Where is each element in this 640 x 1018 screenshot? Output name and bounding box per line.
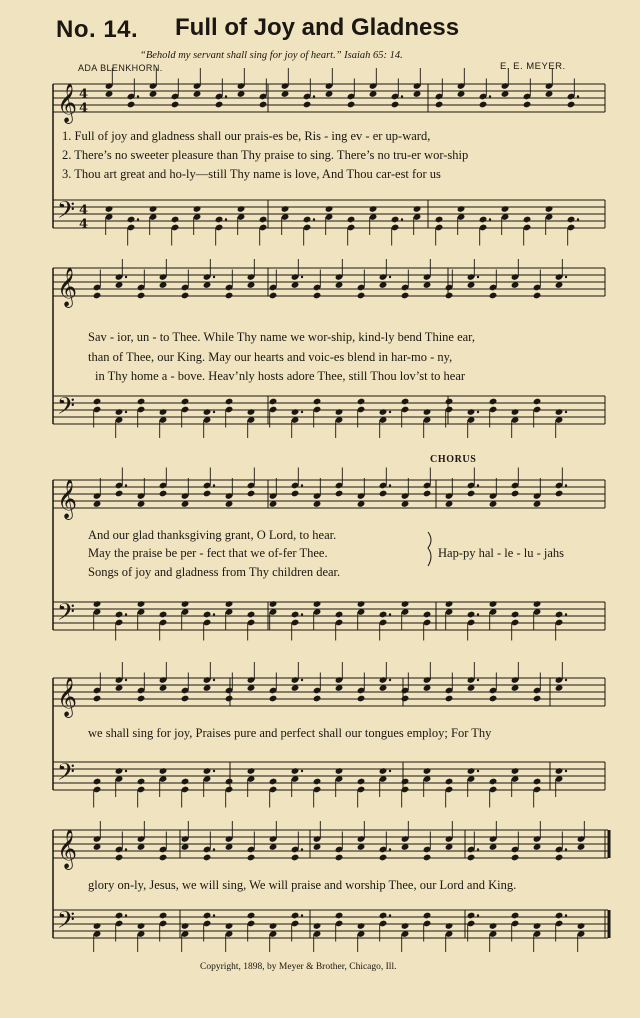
bass-clef: 𝄢: [57, 392, 76, 425]
note-head: [357, 922, 366, 930]
note-head: [181, 778, 190, 786]
chorus-label: CHORUS: [430, 454, 477, 465]
dot: [565, 770, 567, 772]
note-head: [533, 922, 542, 930]
dot: [477, 848, 479, 850]
note-head: [357, 292, 366, 300]
note-head: [313, 292, 322, 300]
dot: [301, 914, 303, 916]
note-head: [303, 101, 312, 109]
dot: [213, 613, 215, 615]
note-head: [445, 600, 454, 608]
dot: [477, 679, 479, 681]
note-head: [313, 398, 322, 406]
time-signature-denominator: 4: [79, 101, 89, 116]
note-head: [555, 490, 564, 498]
note-head: [489, 778, 498, 786]
note-head: [247, 490, 256, 498]
dot: [125, 411, 127, 413]
time-signature-numerator: 4: [79, 203, 89, 218]
lyric-verse-1-line-1: 1. Full of joy and gladness shall our prais-es be, Ris - ing ev - er up-ward,: [62, 129, 431, 143]
note-head: [313, 922, 322, 930]
note-head: [159, 912, 168, 920]
note-head: [445, 922, 454, 930]
lyric-verse-1-line-2: Sav - ior, un - to Thee. While Thy name we wor-ship, kind-ly bend Thine ear,: [88, 330, 475, 344]
note-head: [137, 398, 146, 406]
dot: [477, 613, 479, 615]
lyric-verse-2-line-2: than of Thee, our King. May our hearts and voic-es blend in har-mo - ny,: [88, 350, 453, 364]
note-head: [215, 101, 224, 109]
dot: [213, 848, 215, 850]
note-head: [379, 611, 388, 619]
dot: [389, 848, 391, 850]
note-head: [225, 398, 234, 406]
note-head: [115, 767, 124, 775]
note-head: [247, 912, 256, 920]
note-head: [555, 408, 564, 416]
note-head: [105, 205, 114, 213]
note-head: [379, 767, 388, 775]
note-head: [115, 854, 124, 862]
note-head: [313, 695, 322, 703]
note-head: [159, 854, 168, 862]
dot: [313, 95, 315, 97]
dot: [389, 411, 391, 413]
note-head: [127, 101, 136, 109]
dot: [125, 679, 127, 681]
treble-clef: 𝄞: [57, 479, 78, 519]
note-head: [577, 922, 586, 930]
note-head: [127, 216, 136, 224]
note-head: [479, 101, 488, 109]
note-head: [391, 216, 400, 224]
note-head: [247, 611, 256, 619]
note-head: [423, 408, 432, 416]
note-head: [335, 611, 344, 619]
note-head: [335, 912, 344, 920]
note-head: [115, 490, 124, 498]
note-head: [391, 101, 400, 109]
note-head: [137, 778, 146, 786]
note-head: [203, 912, 212, 920]
note-head: [159, 767, 168, 775]
dot: [213, 770, 215, 772]
dot: [565, 848, 567, 850]
bass-clef: 𝄢: [57, 906, 76, 939]
note-head: [423, 490, 432, 498]
note-head: [401, 695, 410, 703]
dot: [401, 95, 403, 97]
note-head: [457, 205, 466, 213]
time-signature-denominator: 4: [79, 217, 89, 232]
note-head: [347, 101, 356, 109]
dot: [565, 679, 567, 681]
note-head: [159, 490, 168, 498]
dot: [477, 484, 479, 486]
note-head: [269, 398, 278, 406]
note-head: [225, 600, 234, 608]
dot: [577, 95, 579, 97]
note-head: [511, 854, 520, 862]
note-head: [115, 912, 124, 920]
note-head: [533, 600, 542, 608]
hymn-title: Full of Joy and Gladness: [175, 14, 460, 41]
note-head: [555, 767, 564, 775]
composer-credit: E. E. MEYER.: [500, 61, 566, 72]
dot: [389, 484, 391, 486]
dot: [225, 218, 227, 220]
bass-clef: 𝄢: [57, 598, 76, 631]
note-head: [489, 922, 498, 930]
dot: [301, 770, 303, 772]
note-head: [313, 778, 322, 786]
note-head: [511, 408, 520, 416]
note-head: [247, 408, 256, 416]
note-head: [501, 205, 510, 213]
lyric-refrain-line-1: Hap-py hal - le - lu - jahs: [438, 546, 565, 560]
note-head: [413, 205, 422, 213]
note-head: [181, 292, 190, 300]
note-head: [171, 216, 180, 224]
note-head: [489, 600, 498, 608]
note-head: [203, 611, 212, 619]
note-head: [225, 778, 234, 786]
note-head: [335, 490, 344, 498]
note-head: [379, 490, 388, 498]
note-head: [303, 216, 312, 224]
dot: [137, 95, 139, 97]
note-head: [335, 408, 344, 416]
dot: [477, 770, 479, 772]
lyric-refrain-line-3: glory on-ly, Jesus, we will sing, We will praise and worship Thee, our Lord and King.: [88, 878, 517, 892]
treble-clef: 𝄞: [57, 829, 78, 869]
note-head: [159, 611, 168, 619]
note-head: [291, 767, 300, 775]
note-head: [423, 611, 432, 619]
note-head: [523, 101, 532, 109]
lyric-brace: [428, 532, 431, 566]
note-head: [435, 101, 444, 109]
note-head: [247, 854, 256, 862]
note-head: [479, 216, 488, 224]
note-head: [445, 292, 454, 300]
dot: [125, 914, 127, 916]
dot: [125, 484, 127, 486]
dot: [213, 484, 215, 486]
note-head: [335, 854, 344, 862]
note-head: [203, 490, 212, 498]
note-head: [313, 600, 322, 608]
note-head: [203, 854, 212, 862]
note-head: [511, 490, 520, 498]
note-head: [269, 778, 278, 786]
bass-clef: 𝄢: [57, 758, 76, 791]
note-head: [291, 408, 300, 416]
note-head: [357, 398, 366, 406]
note-head: [291, 490, 300, 498]
lyric-refrain-line-2: we shall sing for joy, Praises pure and perfect shall our tongues employ; For Thy: [88, 726, 492, 740]
bass-clef: 𝄢: [57, 196, 76, 229]
note-head: [93, 292, 102, 300]
note-head: [137, 922, 146, 930]
note-head: [445, 398, 454, 406]
dot: [213, 411, 215, 413]
dot: [213, 679, 215, 681]
dot: [565, 613, 567, 615]
note-head: [401, 600, 410, 608]
time-signature-numerator: 4: [79, 87, 89, 102]
note-head: [325, 205, 334, 213]
note-head: [467, 408, 476, 416]
dot: [301, 679, 303, 681]
note-head: [511, 767, 520, 775]
note-head: [93, 600, 102, 608]
note-head: [225, 695, 234, 703]
dot: [213, 914, 215, 916]
note-head: [181, 922, 190, 930]
note-head: [555, 611, 564, 619]
note-head: [467, 490, 476, 498]
note-head: [445, 778, 454, 786]
note-head: [533, 398, 542, 406]
note-head: [193, 205, 202, 213]
note-head: [247, 767, 256, 775]
note-head: [357, 778, 366, 786]
dot: [477, 411, 479, 413]
dot: [489, 95, 491, 97]
dot: [477, 276, 479, 278]
lyric-verse-3-line-1: 3. Thou art great and ho-ly—still Thy name is love, And Thou car-est for us: [62, 167, 441, 181]
note-head: [545, 205, 554, 213]
lyric-verse-2-line-1: 2. There’s no sweeter pleasure than Thy praise to sing. There’s no tru-er wor-ship: [62, 148, 469, 162]
note-head: [511, 912, 520, 920]
note-head: [203, 767, 212, 775]
note-head: [269, 695, 278, 703]
note-head: [567, 216, 576, 224]
note-head: [379, 912, 388, 920]
dot: [389, 770, 391, 772]
dot: [301, 613, 303, 615]
lyric-verse-2-line-3: May the praise be per - fect that we of-fer Thee.: [88, 546, 328, 560]
note-head: [93, 778, 102, 786]
note-head: [137, 292, 146, 300]
dot: [125, 613, 127, 615]
note-head: [269, 292, 278, 300]
note-head: [523, 216, 532, 224]
lyric-verse-3-line-2: in Thy home a - bove. Heav’nly hosts adore Thee, still Thou lov’st to hear: [95, 369, 466, 383]
note-head: [489, 398, 498, 406]
note-head: [379, 854, 388, 862]
note-head: [467, 912, 476, 920]
dot: [389, 679, 391, 681]
note-head: [369, 205, 378, 213]
author-credit: ADA BLENKHORN.: [78, 63, 163, 73]
note-head: [401, 292, 410, 300]
note-head: [159, 408, 168, 416]
note-head: [357, 695, 366, 703]
note-head: [533, 778, 542, 786]
dot: [389, 914, 391, 916]
note-head: [435, 216, 444, 224]
note-head: [401, 922, 410, 930]
note-head: [445, 695, 454, 703]
treble-clef: 𝄞: [57, 267, 78, 307]
note-head: [215, 216, 224, 224]
dot: [389, 276, 391, 278]
note-head: [181, 695, 190, 703]
dot: [401, 218, 403, 220]
note-head: [149, 205, 158, 213]
note-head: [379, 408, 388, 416]
note-head: [291, 611, 300, 619]
note-head: [533, 292, 542, 300]
note-head: [93, 398, 102, 406]
note-head: [555, 912, 564, 920]
dot: [301, 848, 303, 850]
dot: [301, 484, 303, 486]
note-head: [467, 767, 476, 775]
dot: [137, 218, 139, 220]
note-head: [203, 408, 212, 416]
note-head: [259, 101, 268, 109]
note-head: [181, 398, 190, 406]
note-head: [423, 767, 432, 775]
note-head: [259, 216, 268, 224]
note-head: [181, 600, 190, 608]
note-head: [269, 600, 278, 608]
dot: [125, 848, 127, 850]
note-head: [237, 205, 246, 213]
note-head: [423, 854, 432, 862]
note-head: [171, 101, 180, 109]
lyric-verse-1-line-3: And our glad thanksgiving grant, O Lord, to hear.: [88, 528, 337, 542]
note-head: [555, 854, 564, 862]
dot: [477, 914, 479, 916]
note-head: [511, 611, 520, 619]
note-head: [137, 600, 146, 608]
dot: [565, 411, 567, 413]
note-head: [93, 695, 102, 703]
dot: [125, 770, 127, 772]
note-head: [401, 778, 410, 786]
note-head: [347, 216, 356, 224]
note-head: [423, 912, 432, 920]
dot: [565, 914, 567, 916]
note-head: [467, 854, 476, 862]
dot: [565, 484, 567, 486]
note-head: [357, 600, 366, 608]
note-head: [115, 408, 124, 416]
dot: [389, 613, 391, 615]
note-head: [115, 611, 124, 619]
note-head: [489, 292, 498, 300]
note-head: [281, 205, 290, 213]
copyright-notice: Copyright, 1898, by Meyer & Brother, Chicago, Ill.: [200, 962, 397, 972]
note-head: [533, 695, 542, 703]
note-head: [225, 292, 234, 300]
note-head: [291, 854, 300, 862]
note-head: [93, 922, 102, 930]
dot: [213, 276, 215, 278]
dot: [577, 218, 579, 220]
note-head: [335, 767, 344, 775]
dot: [489, 218, 491, 220]
note-head: [567, 101, 576, 109]
note-head: [401, 398, 410, 406]
note-head: [489, 695, 498, 703]
note-head: [225, 922, 234, 930]
note-head: [291, 912, 300, 920]
dot: [225, 95, 227, 97]
note-head: [137, 695, 146, 703]
dot: [313, 218, 315, 220]
treble-clef: 𝄞: [57, 677, 78, 717]
scripture-reference: “Behold my servant shall sing for joy of heart.” Isaiah 65: 14.: [140, 50, 403, 61]
dot: [301, 411, 303, 413]
dot: [301, 276, 303, 278]
dot: [565, 276, 567, 278]
hymn-number: No. 14.: [56, 16, 139, 43]
treble-clef: 𝄞: [57, 83, 78, 123]
note-head: [467, 611, 476, 619]
lyric-verse-3-line-3: Songs of joy and gladness from Thy children dear.: [88, 565, 341, 579]
note-head: [269, 922, 278, 930]
dot: [125, 276, 127, 278]
